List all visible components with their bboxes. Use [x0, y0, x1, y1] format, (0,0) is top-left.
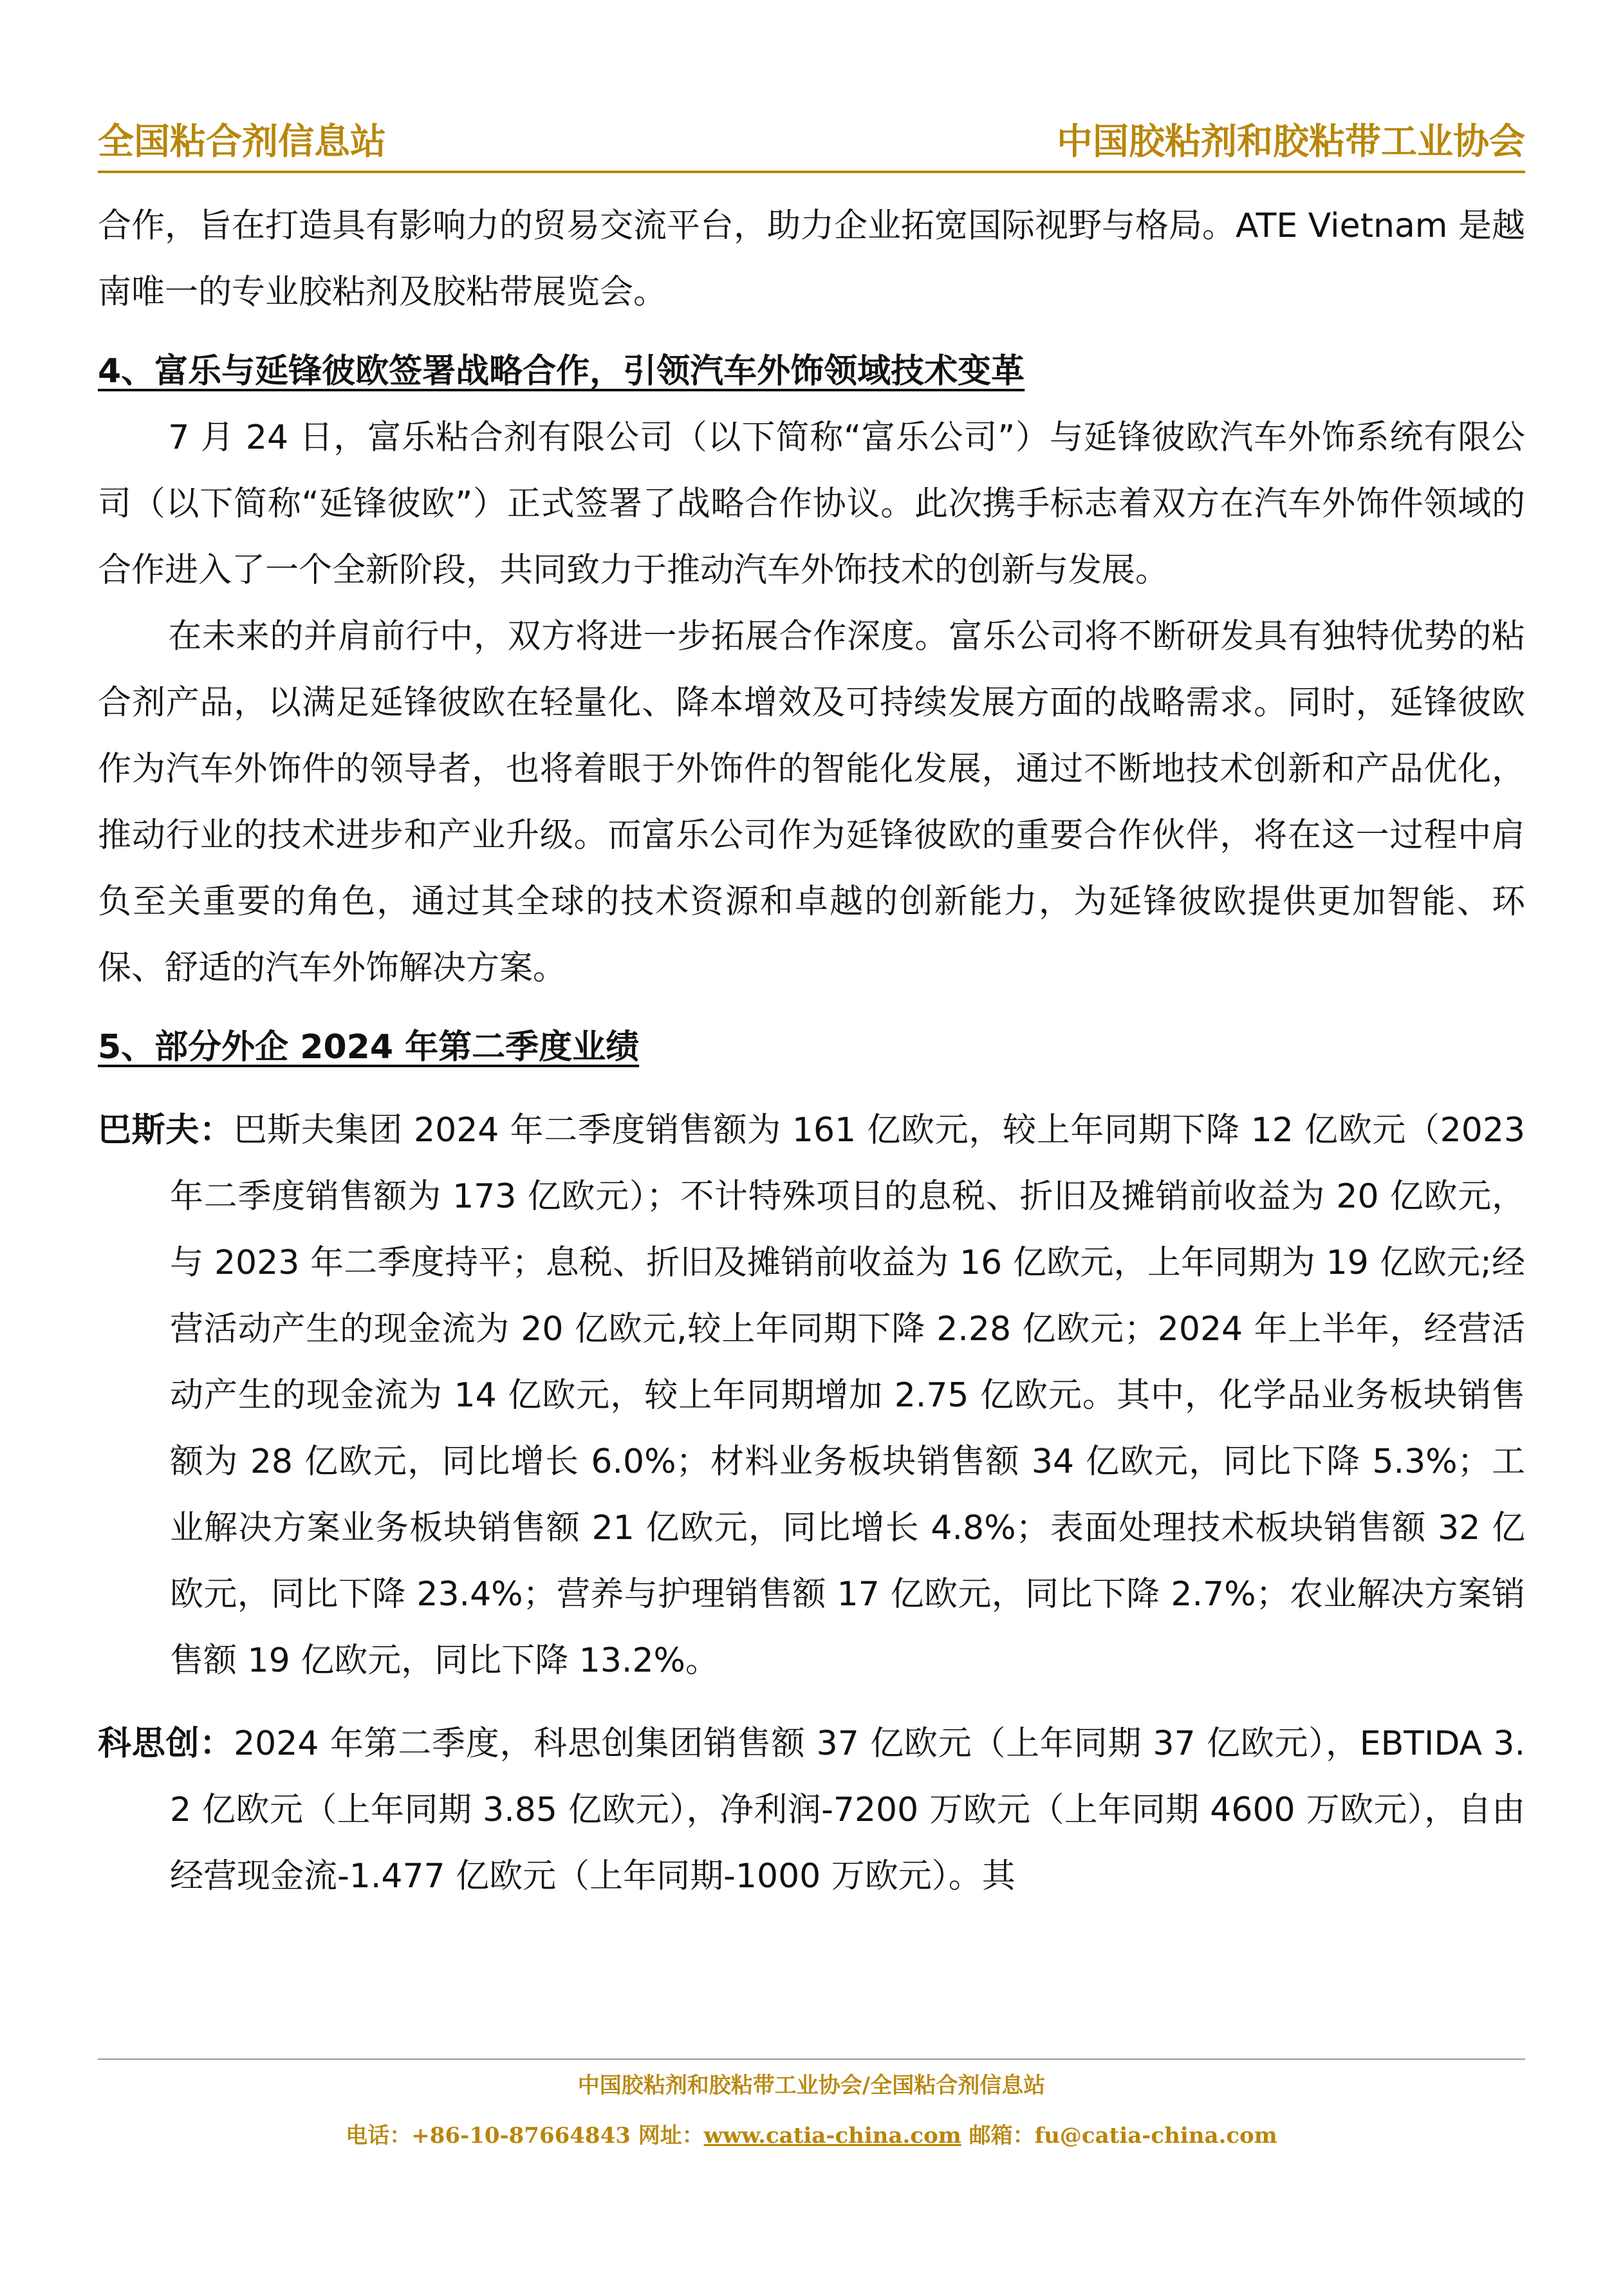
footer-organization: 中国胶粘剂和胶粘带工业协会/全国粘合剂信息站	[577, 2073, 1046, 2098]
header-site-name: 全国粘合剂信息站	[98, 121, 386, 163]
covestro-results-paragraph	[98, 1711, 1525, 1910]
covestro-label: 科思创：	[98, 1724, 234, 1763]
footer-contact	[98, 2118, 1525, 2149]
basf-results-paragraph	[98, 1097, 1525, 1694]
covestro-results-text: 2024 年第二季度，科思创集团销售额 37 亿欧元（上年同期 37 亿欧元），EBTIDA 3.2 亿欧元（上年同期 3.85 亿欧元），净利润-7200 万欧元（上年同期 4600 万欧元），自由经营现金流-1.477 亿欧元（上年同期-1000 万欧元）。其	[170, 1724, 1525, 1896]
section-4-paragraph-1: 7 月 24 日，富乐粘合剂有限公司（以下简称“富乐公司”）与延锋彼欧汽车外饰系统有限公司（以下简称“延锋彼欧”）正式签署了战略合作协议。此次携手标志着双方在汽车外饰件领域的合作进入了一个全新阶段，共同致力于推动汽车外饰技术的创新与发展。	[98, 418, 1525, 590]
basf-results-text: 巴斯夫集团 2024 年二季度销售额为 161 亿欧元，较上年同期下降 12 亿欧元（2023 年二季度销售额为 173 亿欧元）；不计特殊项目的息税、折旧及摊销前收益为 20 亿欧元，与 2023 年二季度持平；息税、折旧及摊销前收益为 16 亿欧元，上年同期为 19 亿欧元;经营活动产生的现金流为 20 亿欧元,较上年同期下降 2.28 亿欧元；2024 年上半年，经营活动产生的现金流为 14 亿欧元，较上年同期增加 2.75 亿欧元。其中，化学品业务板块销售额为 28 亿欧元，同比增长 6.0%；材料业务板块销售额 34 亿欧元，同比下降 5.3%；工业解决方案业务板块销售额 21 亿欧元，同比增长 4.8%；表面处理技术板块销售额 32 亿欧元，同比下降 23.4%；营养与护理销售额 17 亿欧元，同比下降 2.7%；农业解决方案销售额 19 亿欧元，同比下降 13.2%。	[170, 1111, 1525, 1680]
basf-label: 巴斯夫：	[98, 1111, 234, 1150]
page-header	[98, 113, 1525, 171]
section-heading-5: 5、部分外企 2024 年第二季度业绩	[98, 1028, 640, 1067]
intro-paragraph: 合作，旨在打造具有影响力的贸易交流平台，助力企业拓宽国际视野与格局。ATE Vietnam 是越南唯一的专业胶粘剂及胶粘带展览会。	[98, 207, 1525, 312]
footer-phone: 电话：+86-10-87664843 网址：	[346, 2123, 704, 2149]
footer-website-link[interactable]: www.catia-china.com	[703, 2123, 961, 2149]
section-4-paragraph-2: 在未来的并肩前行中，双方将进一步拓展合作深度。富乐公司将不断研发具有独特优势的粘合剂产品，以满足延锋彼欧在轻量化、降本增效及可持续发展方面的战略需求。同时，延锋彼欧作为汽车外饰件的领导者，也将着眼于外饰件的智能化发展，通过不断地技术创新和产品优化，推动行业的技术进步和产业升级。而富乐公司作为延锋彼欧的重要合作伙伴，将在这一过程中肩负至关重要的角色，通过其全球的技术资源和卓越的创新能力，为延锋彼欧提供更加智能、环保、舒适的汽车外饰解决方案。	[98, 617, 1525, 987]
header-association-name: 中国胶粘剂和胶粘带工业协会	[1057, 121, 1525, 163]
footer-email[interactable]: fu@catia-china.com	[1034, 2123, 1277, 2149]
header-divider	[98, 171, 1525, 173]
footer-email-label: 邮箱：	[961, 2123, 1035, 2149]
footer-divider	[98, 2058, 1525, 2060]
document-body	[98, 193, 1525, 1910]
section-heading-4: 4、富乐与延锋彼欧签署战略合作，引领汽车外饰领域技术变革	[98, 352, 1025, 391]
